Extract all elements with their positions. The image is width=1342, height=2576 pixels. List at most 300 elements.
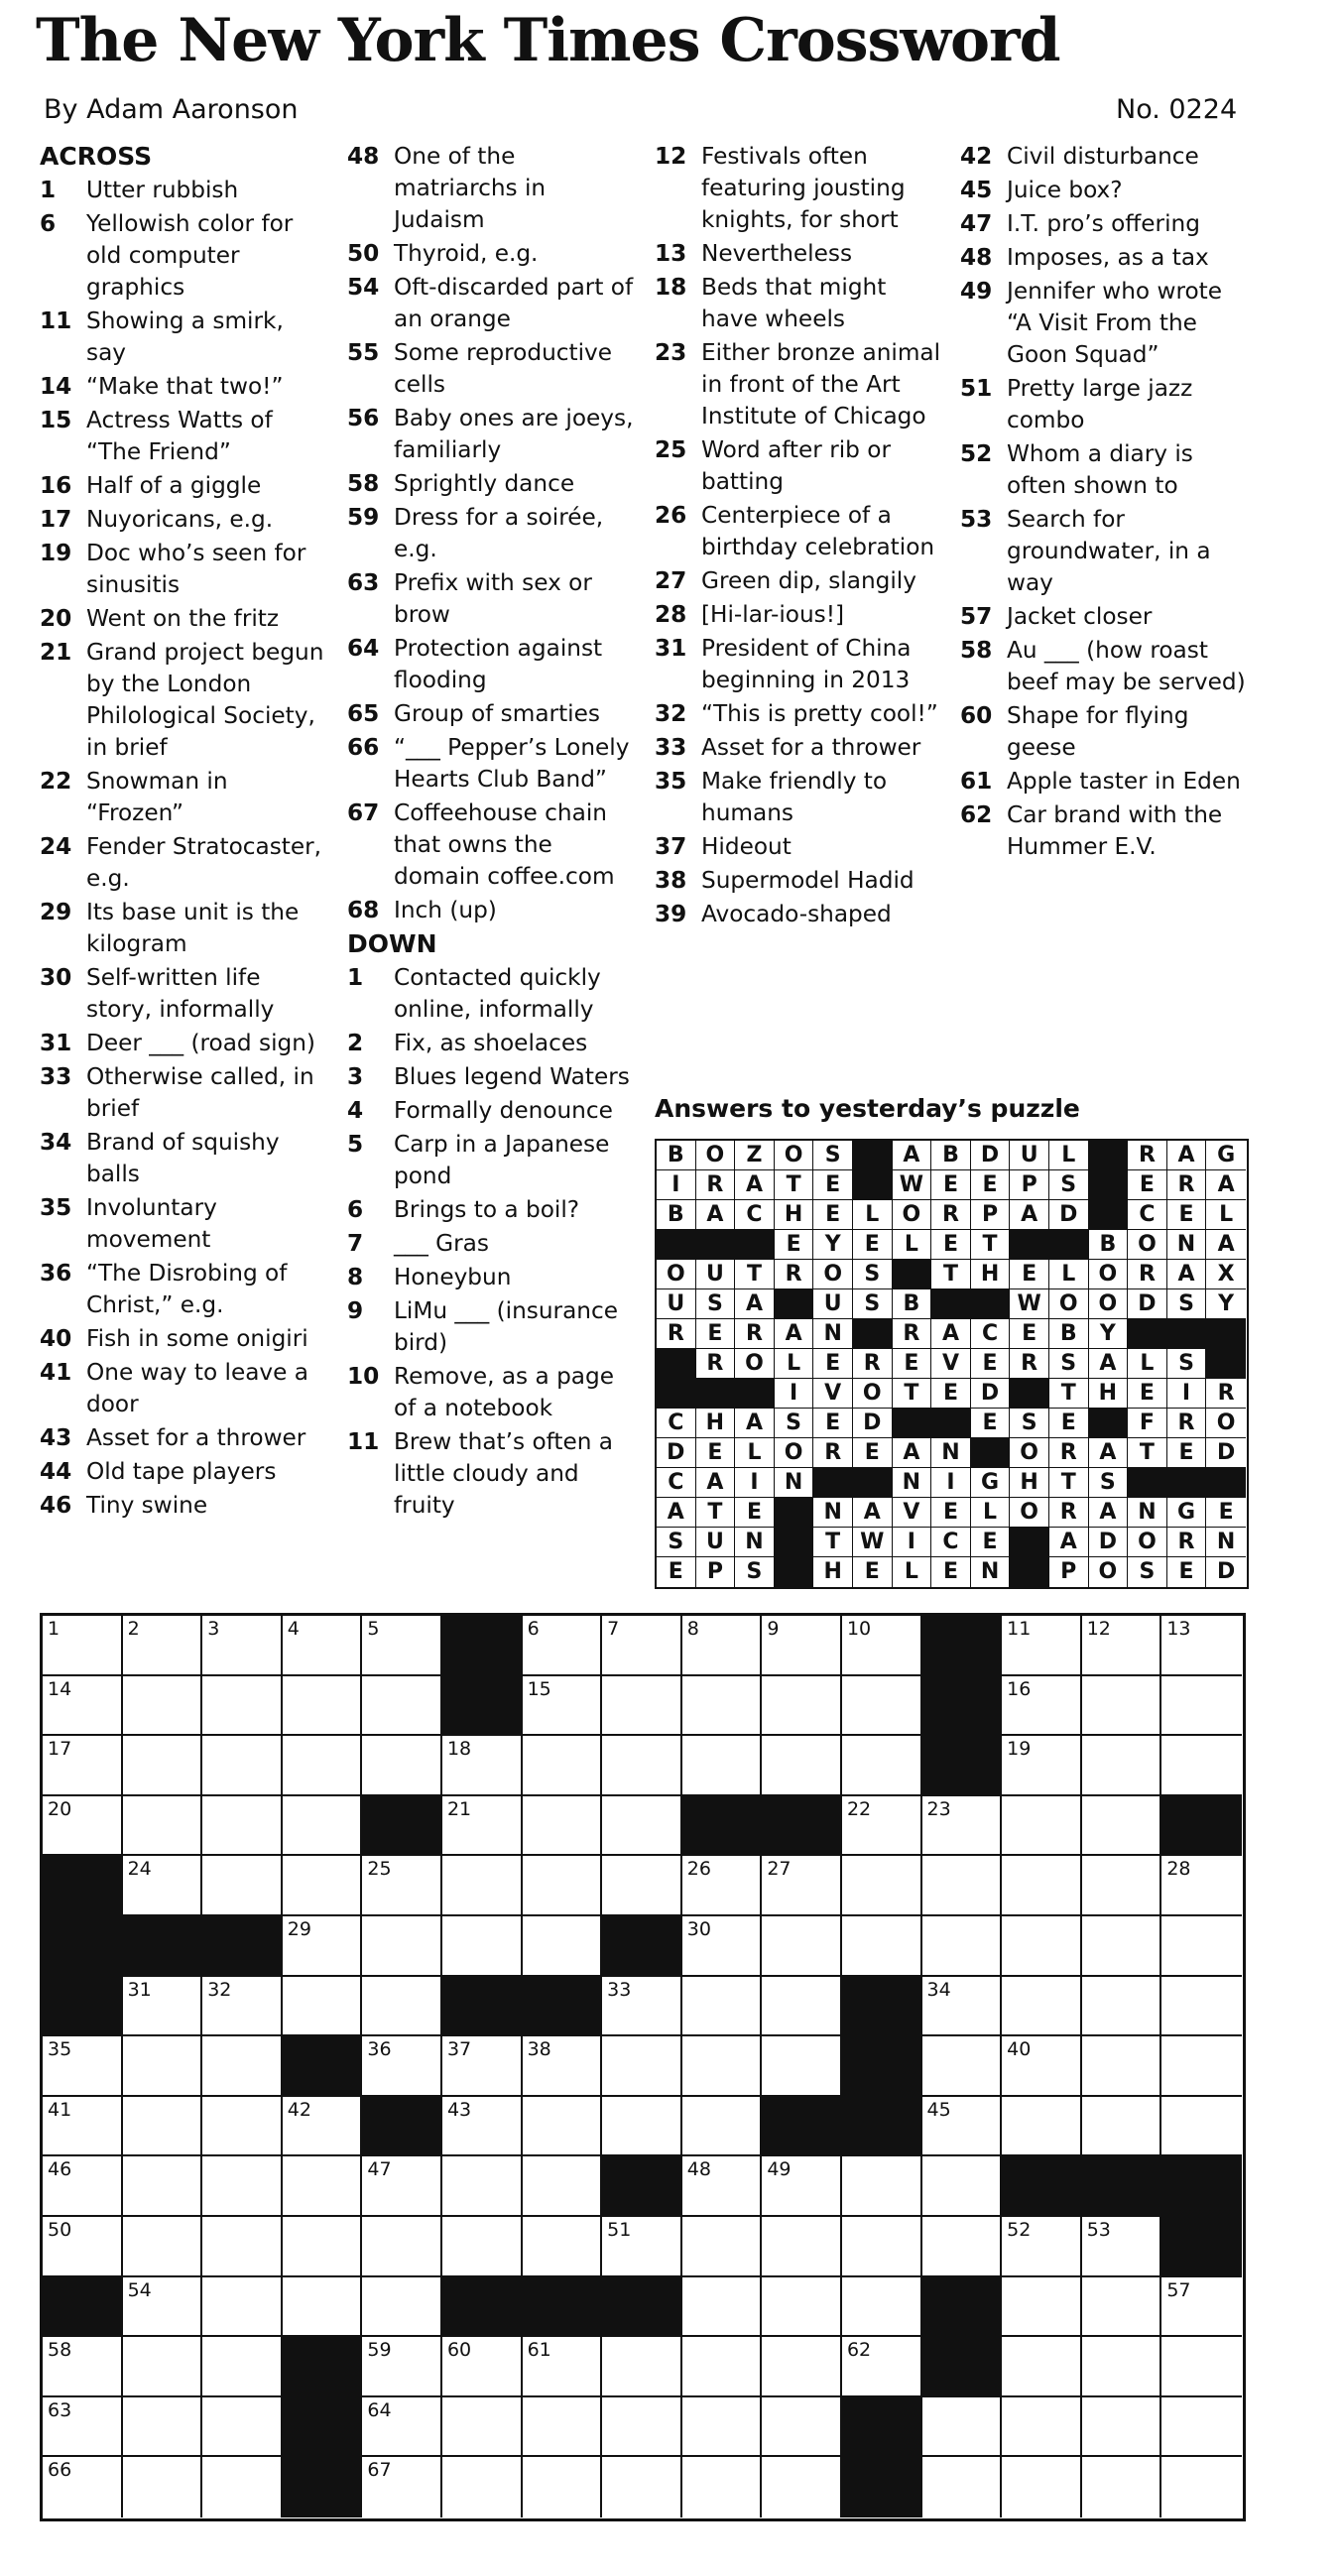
grid-cell[interactable]	[442, 2217, 523, 2277]
answer-letter: V	[931, 1349, 971, 1379]
clue-text: Brand of squishy balls	[86, 1129, 280, 1187]
clue-text: Tiny swine	[86, 1492, 208, 1519]
grid-cell[interactable]	[202, 1796, 283, 1857]
grid-cell[interactable]	[922, 1977, 1003, 2037]
grid-cell[interactable]	[1161, 2457, 1242, 2517]
grid-cell[interactable]	[602, 2097, 682, 2157]
grid-cell[interactable]	[283, 1616, 363, 1676]
grid-cell[interactable]	[762, 1736, 842, 1796]
clue-text: Pretty large jazz combo	[1007, 375, 1193, 433]
grid-cell[interactable]	[1002, 2097, 1082, 2157]
grid-cell[interactable]	[362, 1916, 442, 1977]
answer-letter: I	[735, 1468, 775, 1498]
grid-cell[interactable]	[842, 1676, 922, 1737]
grid-cell[interactable]	[283, 1796, 363, 1857]
grid-cell[interactable]	[1002, 1736, 1082, 1796]
answer-letter: L	[735, 1438, 775, 1468]
answer-letter: L	[1049, 1141, 1089, 1170]
clue-text: One way to leave a door	[86, 1359, 308, 1417]
grid-cell[interactable]	[922, 1856, 1003, 1916]
grid-cell[interactable]	[602, 1676, 682, 1737]
cell-number: 53	[1086, 2218, 1111, 2241]
answer-letter: O	[1010, 1498, 1049, 1528]
grid-cell[interactable]	[842, 2277, 922, 2338]
answer-letter: H	[775, 1200, 814, 1230]
grid-cell[interactable]	[842, 2156, 922, 2217]
grid-cell[interactable]	[602, 2397, 682, 2458]
grid-cell[interactable]	[1082, 2397, 1162, 2458]
grid-cell[interactable]	[362, 2217, 442, 2277]
grid-cell[interactable]	[362, 2337, 442, 2397]
grid-cell[interactable]	[523, 2097, 603, 2157]
grid-cell[interactable]	[202, 2397, 283, 2458]
grid-cell[interactable]	[762, 2337, 842, 2397]
grid-cell[interactable]	[682, 2277, 763, 2338]
grid-cell[interactable]	[922, 2156, 1003, 2217]
grid-cell[interactable]	[43, 2097, 123, 2157]
grid-cell[interactable]	[202, 1676, 283, 1737]
answer-letter: E	[893, 1349, 932, 1379]
answer-letter: A	[735, 1170, 775, 1200]
clue-text: Search for groundwater, in a way	[1007, 506, 1211, 596]
answer-black-square	[1089, 1141, 1129, 1170]
grid-cell[interactable]	[442, 2397, 523, 2458]
grid-cell[interactable]	[43, 2397, 123, 2458]
clue	[347, 1426, 637, 1522]
grid-cell[interactable]	[1161, 1916, 1242, 1977]
cell-number: 18	[446, 1738, 472, 1761]
grid-cell[interactable]	[202, 1977, 283, 2037]
grid-cell[interactable]	[442, 2457, 523, 2517]
grid-cell[interactable]	[1002, 2397, 1082, 2458]
grid-cell[interactable]	[682, 1676, 763, 1737]
grid-cell[interactable]	[43, 2337, 123, 2397]
cell-number: 36	[367, 2038, 392, 2061]
grid-cell[interactable]	[283, 2097, 363, 2157]
grid-cell[interactable]	[1002, 1796, 1082, 1857]
grid-cell[interactable]	[123, 2097, 203, 2157]
clue-text: I.T. pro’s offering	[1007, 210, 1200, 237]
answer-letter: A	[1206, 1230, 1246, 1260]
grid-cell[interactable]	[202, 2156, 283, 2217]
clue	[40, 1258, 329, 1321]
answer-letter: W	[893, 1170, 932, 1200]
grid-cell[interactable]	[1082, 2277, 1162, 2338]
grid-cell[interactable]	[682, 1616, 763, 1676]
grid-cell[interactable]	[442, 2156, 523, 2217]
answer-letter: R	[893, 1319, 932, 1349]
grid-cell[interactable]	[1082, 1676, 1162, 1737]
clue-number: 42	[960, 143, 993, 170]
answer-letter: O	[735, 1349, 775, 1379]
grid-cell[interactable]	[1161, 1676, 1242, 1737]
grid-cell[interactable]	[1002, 2036, 1082, 2097]
grid-cell[interactable]	[362, 1676, 442, 1737]
answer-letter: L	[853, 1200, 893, 1230]
answer-letter: O	[1089, 1260, 1129, 1289]
across-heading: ACROSS	[40, 142, 153, 171]
grid-cell[interactable]	[762, 1856, 842, 1916]
grid-cell[interactable]	[682, 2156, 763, 2217]
answer-black-square	[971, 1289, 1011, 1319]
grid-cell[interactable]	[1161, 1856, 1242, 1916]
grid-cell[interactable]	[1002, 1616, 1082, 1676]
grid-cell[interactable]	[682, 2097, 763, 2157]
grid-cell[interactable]	[43, 2156, 123, 2217]
clue-text: Festivals often featuring jousting knights, for short	[701, 143, 906, 233]
cell-number: 59	[367, 2339, 392, 2362]
grid-cell[interactable]	[362, 2277, 442, 2338]
grid-cell[interactable]	[1082, 2337, 1162, 2397]
answer-letter: E	[1010, 1260, 1049, 1289]
clue-text: “Make that two!”	[86, 373, 284, 400]
grid-cell[interactable]	[1082, 2457, 1162, 2517]
clue-text: ___ Gras	[394, 1230, 489, 1257]
grid-cell[interactable]	[682, 1977, 763, 2037]
grid-cell[interactable]	[202, 2097, 283, 2157]
grid-cell[interactable]	[602, 1856, 682, 1916]
grid-cell[interactable]	[922, 2457, 1003, 2517]
clue-text: Asset for a thrower	[701, 734, 921, 761]
grid-cell[interactable]	[602, 1616, 682, 1676]
grid-cell[interactable]	[442, 2337, 523, 2397]
grid-cell[interactable]	[523, 2457, 603, 2517]
grid-cell[interactable]	[523, 2217, 603, 2277]
grid-cell[interactable]	[922, 2217, 1003, 2277]
grid-cell[interactable]	[362, 1616, 442, 1676]
answer-letter: E	[696, 1319, 736, 1349]
grid-cell[interactable]	[1002, 1916, 1082, 1977]
clue-number: 33	[655, 734, 687, 761]
grid-row	[43, 1676, 1243, 1737]
grid-cell[interactable]	[43, 2457, 123, 2517]
clue-text: Group of smarties	[394, 700, 600, 727]
grid-cell[interactable]	[202, 2217, 283, 2277]
answer-black-square	[931, 1409, 971, 1438]
grid-cell[interactable]	[202, 1856, 283, 1916]
grid-cell[interactable]	[1082, 2217, 1162, 2277]
grid-cell[interactable]	[1082, 1796, 1162, 1857]
cell-number: 19	[1007, 1738, 1032, 1761]
answer-letter: A	[735, 1289, 775, 1319]
black-square	[922, 2337, 1003, 2397]
grid-cell[interactable]	[1082, 1977, 1162, 2037]
grid-cell[interactable]	[442, 2036, 523, 2097]
cell-number: 58	[48, 2339, 72, 2362]
grid-cell[interactable]	[442, 1796, 523, 1857]
clue-number: 51	[960, 375, 993, 402]
black-square	[1002, 2156, 1082, 2217]
grid-cell[interactable]	[762, 2397, 842, 2458]
grid-cell[interactable]	[362, 1977, 442, 2037]
grid-cell[interactable]	[523, 1616, 603, 1676]
grid-cell[interactable]	[922, 2397, 1003, 2458]
cell-number: 42	[287, 2098, 311, 2121]
grid-cell[interactable]	[602, 2036, 682, 2097]
grid-cell[interactable]	[1002, 1676, 1082, 1737]
grid-cell[interactable]	[202, 2337, 283, 2397]
black-square	[922, 1676, 1003, 1737]
answer-letter: I	[1167, 1379, 1207, 1409]
grid-cell[interactable]	[842, 2217, 922, 2277]
grid-cell[interactable]	[362, 2036, 442, 2097]
answers-row	[657, 1230, 1247, 1260]
grid-cell[interactable]	[762, 2036, 842, 2097]
grid-cell[interactable]	[682, 2217, 763, 2277]
answer-letter: E	[853, 1438, 893, 1468]
clue-text: LiMu ___ (insurance bird)	[394, 1297, 618, 1356]
cell-number: 62	[846, 2339, 872, 2362]
grid-cell[interactable]	[123, 1977, 203, 2037]
cell-number: 21	[446, 1797, 472, 1820]
grid-row	[43, 1856, 1243, 1916]
grid-cell[interactable]	[1082, 1736, 1162, 1796]
grid-cell[interactable]	[1082, 1616, 1162, 1676]
cell-number: 2	[127, 1618, 140, 1640]
grid-cell[interactable]	[1002, 2457, 1082, 2517]
grid-cell[interactable]	[1082, 1856, 1162, 1916]
grid-cell[interactable]	[442, 1856, 523, 1916]
grid-cell[interactable]	[123, 1796, 203, 1857]
cell-number: 26	[686, 1858, 711, 1881]
grid-cell[interactable]	[1002, 1856, 1082, 1916]
grid-cell[interactable]	[202, 2457, 283, 2517]
grid-cell[interactable]	[762, 1616, 842, 1676]
cell-number: 67	[367, 2459, 392, 2482]
grid-cell[interactable]	[842, 1616, 922, 1676]
clue-number: 49	[960, 278, 993, 305]
answer-letter: L	[893, 1230, 932, 1260]
grid-cell[interactable]	[1161, 2097, 1242, 2157]
clue	[347, 1129, 637, 1192]
grid-cell[interactable]	[762, 2217, 842, 2277]
clue	[655, 732, 944, 764]
grid-cell[interactable]	[362, 2156, 442, 2217]
grid-cell[interactable]	[682, 2457, 763, 2517]
grid-cell[interactable]	[602, 1977, 682, 2037]
grid-cell[interactable]	[1161, 2277, 1242, 2338]
grid-cell[interactable]	[842, 1736, 922, 1796]
grid-cell[interactable]	[922, 1796, 1003, 1857]
grid-cell[interactable]	[922, 2036, 1003, 2097]
black-square	[43, 1977, 123, 2037]
clue-column-1	[40, 141, 329, 1524]
grid-cell[interactable]	[523, 2036, 603, 2097]
answers-row	[657, 1289, 1247, 1319]
clue-text: Involuntary movement	[86, 1194, 217, 1253]
grid-cell[interactable]	[283, 2156, 363, 2217]
cell-number: 37	[446, 2038, 472, 2061]
answer-letter: S	[853, 1260, 893, 1289]
grid-cell[interactable]	[123, 2036, 203, 2097]
grid-cell[interactable]	[682, 1856, 763, 1916]
grid-cell[interactable]	[283, 1736, 363, 1796]
answer-letter: V	[893, 1498, 932, 1528]
grid-cell[interactable]	[283, 2277, 363, 2338]
grid-cell[interactable]	[362, 2397, 442, 2458]
answer-black-square	[853, 1141, 893, 1170]
grid-cell[interactable]	[682, 2337, 763, 2397]
grid-cell[interactable]	[43, 2036, 123, 2097]
grid-cell[interactable]	[762, 1676, 842, 1737]
clue	[655, 500, 944, 563]
grid-cell[interactable]	[123, 2156, 203, 2217]
answer-letter: S	[657, 1528, 696, 1557]
grid-cell[interactable]	[283, 1676, 363, 1737]
clue	[40, 306, 329, 369]
grid-cell[interactable]	[762, 2156, 842, 2217]
grid-cell[interactable]	[1161, 1616, 1242, 1676]
grid-cell[interactable]	[602, 1796, 682, 1857]
grid-cell[interactable]	[523, 1676, 603, 1737]
grid-cell[interactable]	[43, 1616, 123, 1676]
grid-cell[interactable]	[362, 1736, 442, 1796]
answers-row	[657, 1409, 1247, 1438]
grid-cell[interactable]	[762, 2457, 842, 2517]
grid-cell[interactable]	[523, 1916, 603, 1977]
grid-cell[interactable]	[523, 1856, 603, 1916]
grid-cell[interactable]	[1002, 1977, 1082, 2037]
answer-black-square	[1128, 1468, 1167, 1498]
grid-cell[interactable]	[842, 1856, 922, 1916]
answer-letter: B	[1089, 1230, 1129, 1260]
grid-cell[interactable]	[682, 2036, 763, 2097]
grid-cell[interactable]	[1161, 2397, 1242, 2458]
grid-cell[interactable]	[1082, 2036, 1162, 2097]
grid-cell[interactable]	[523, 1736, 603, 1796]
grid-cell[interactable]	[1002, 2337, 1082, 2397]
grid-cell[interactable]	[1002, 2217, 1082, 2277]
grid-cell[interactable]	[202, 2277, 283, 2338]
grid-cell[interactable]	[842, 1916, 922, 1977]
grid-cell[interactable]	[1161, 1736, 1242, 1796]
clue-number: 32	[655, 700, 687, 727]
grid-cell[interactable]	[682, 2397, 763, 2458]
clue	[347, 1028, 637, 1059]
black-square	[922, 1616, 1003, 1676]
grid-cell[interactable]	[523, 2337, 603, 2397]
grid-cell[interactable]	[123, 2277, 203, 2338]
grid-cell[interactable]	[442, 1736, 523, 1796]
grid-cell[interactable]	[202, 2036, 283, 2097]
grid-cell[interactable]	[1082, 1916, 1162, 1977]
grid-cell[interactable]	[123, 1616, 203, 1676]
grid-cell[interactable]	[283, 2217, 363, 2277]
grid-cell[interactable]	[682, 1736, 763, 1796]
cell-number: 45	[926, 2098, 951, 2121]
clue-number: 24	[40, 833, 72, 860]
clue	[40, 897, 329, 960]
grid-cell[interactable]	[123, 1736, 203, 1796]
grid-cell[interactable]	[123, 2397, 203, 2458]
grid-cell[interactable]	[602, 2457, 682, 2517]
clue-text: Remove, as a page of a notebook	[394, 1363, 614, 1421]
grid-cell[interactable]	[123, 2217, 203, 2277]
grid-cell[interactable]	[602, 1736, 682, 1796]
clue-number: 46	[40, 1492, 72, 1519]
cell-number: 23	[926, 1797, 951, 1820]
clue-text: Oft-discarded part of an orange	[394, 274, 634, 332]
grid-cell[interactable]	[283, 1977, 363, 2037]
grid-cell[interactable]	[1161, 1977, 1242, 2037]
clue-text: Its base unit is the kilogram	[86, 899, 300, 957]
grid-cell[interactable]	[762, 1916, 842, 1977]
answer-letter: I	[893, 1528, 932, 1557]
answer-letter: R	[1128, 1141, 1167, 1170]
grid-cell[interactable]	[123, 1856, 203, 1916]
grid-cell[interactable]	[202, 1736, 283, 1796]
grid-cell[interactable]	[762, 1977, 842, 2037]
grid-cell[interactable]	[523, 2397, 603, 2458]
grid-cell[interactable]	[362, 2457, 442, 2517]
grid-cell[interactable]	[43, 1736, 123, 1796]
answers-grid	[655, 1139, 1249, 1589]
grid-cell[interactable]	[922, 1916, 1003, 1977]
cell-number: 1	[48, 1618, 61, 1640]
grid-cell[interactable]	[1161, 2036, 1242, 2097]
clue-number: 44	[40, 1458, 72, 1485]
grid-cell[interactable]	[43, 2217, 123, 2277]
cell-number: 54	[127, 2278, 152, 2301]
grid-cell[interactable]	[123, 2337, 203, 2397]
answer-black-square	[657, 1230, 696, 1260]
clue	[960, 276, 1250, 371]
grid-cell[interactable]	[602, 2337, 682, 2397]
clue-number: 13	[655, 240, 687, 267]
clue-number: 41	[40, 1359, 72, 1386]
grid-cell[interactable]	[123, 2457, 203, 2517]
answer-letter: O	[657, 1260, 696, 1289]
grid-cell[interactable]	[523, 2156, 603, 2217]
answer-black-square	[893, 1409, 932, 1438]
clue	[40, 637, 329, 764]
grid-cell[interactable]	[842, 2337, 922, 2397]
answer-letter: S	[775, 1409, 814, 1438]
answer-black-square	[971, 1438, 1011, 1468]
answer-letter: E	[813, 1409, 853, 1438]
answer-letter: E	[735, 1498, 775, 1528]
grid-cell[interactable]	[283, 1916, 363, 1977]
grid-cell[interactable]	[362, 1856, 442, 1916]
grid-cell[interactable]	[43, 1796, 123, 1857]
grid-cell[interactable]	[682, 1916, 763, 1977]
grid-cell[interactable]	[43, 1676, 123, 1737]
answer-letter: A	[1010, 1200, 1049, 1230]
grid-cell[interactable]	[523, 1796, 603, 1857]
clue-column-4	[960, 141, 1250, 865]
grid-cell[interactable]	[1082, 2097, 1162, 2157]
grid-cell[interactable]	[1002, 2277, 1082, 2338]
answer-black-square	[1089, 1170, 1129, 1200]
grid-cell[interactable]	[762, 2277, 842, 2338]
grid-cell[interactable]	[283, 1856, 363, 1916]
answer-letter: E	[931, 1379, 971, 1409]
answer-letter: E	[1010, 1319, 1049, 1349]
grid-cell[interactable]	[202, 1616, 283, 1676]
clue-text: Otherwise called, in brief	[86, 1063, 314, 1122]
black-square	[43, 1916, 123, 1977]
grid-cell[interactable]	[123, 1676, 203, 1737]
clue-number: 23	[655, 339, 687, 366]
grid-cell[interactable]	[1161, 2337, 1242, 2397]
grid-cell[interactable]	[922, 2097, 1003, 2157]
answer-letter: D	[1206, 1438, 1246, 1468]
grid-cell[interactable]	[442, 2097, 523, 2157]
answer-letter: A	[893, 1438, 932, 1468]
grid-cell[interactable]	[842, 1796, 922, 1857]
grid-cell[interactable]	[602, 2217, 682, 2277]
grid-cell[interactable]	[442, 1916, 523, 1977]
